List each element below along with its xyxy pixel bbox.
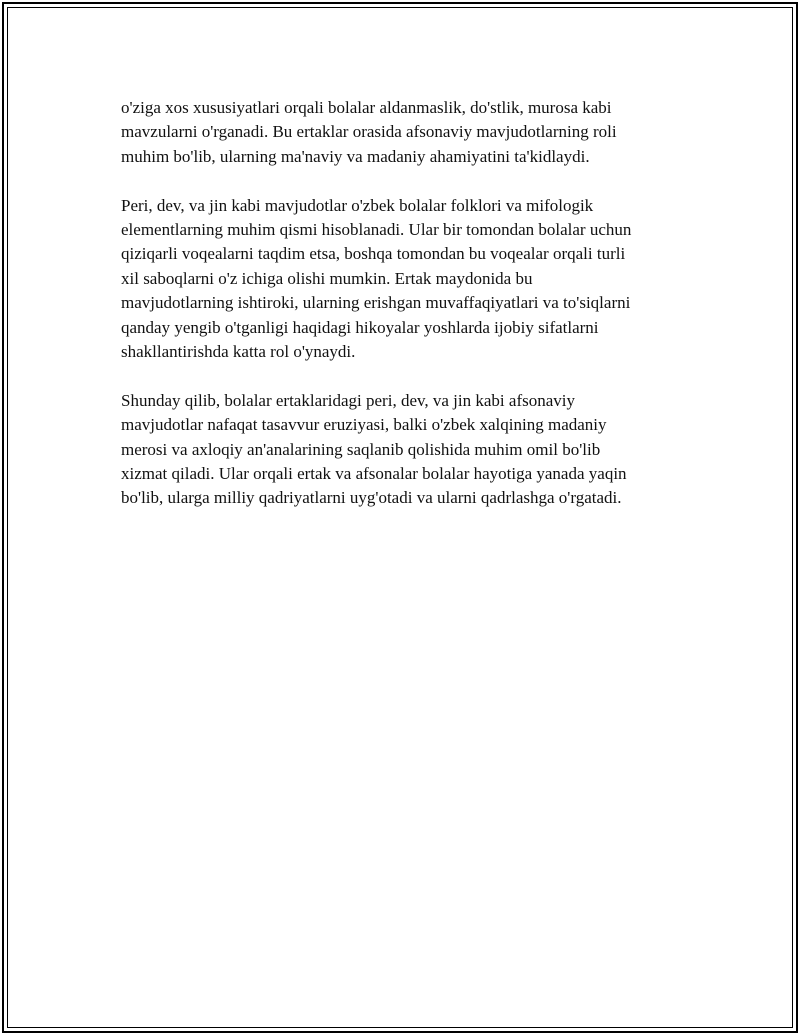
- paragraph-line: Shunday qilib, bolalar ertaklaridagi peri, dev, va jin kabi afsonaviy: [121, 390, 575, 410]
- paragraph-line: elementlarning muhim qismi hisoblanadi. Ular bir tomondan bolalar uchun: [121, 220, 632, 240]
- paragraph-line: shakllantirishda katta rol o'ynaydi.: [121, 342, 356, 362]
- paragraph-line: Peri, dev, va jin kabi mavjudotlar o'zbek bolalar folklori va mifologik: [121, 195, 594, 215]
- paragraph-line: qanday yengib o'tganligi haqidagi hikoyalar yoshlarda ijobiy sifatlarni: [121, 317, 599, 337]
- document-page: [2, 2, 798, 1033]
- paragraph-3: [121, 389, 701, 511]
- document-body: [121, 96, 701, 535]
- paragraph-line: mavzularni o'rganadi. Bu ertaklar orasida afsonaviy mavjudotlarning roli: [121, 122, 617, 142]
- paragraph-line: muhim bo'lib, ularning ma'naviy va madaniy ahamiyatini ta'kidlaydi.: [121, 146, 590, 166]
- paragraph-line: xil saboqlarni o'z ichiga olishi mumkin. Ertak maydonida bu: [121, 268, 533, 288]
- paragraph-2: [121, 194, 701, 365]
- paragraph-1: [121, 96, 701, 169]
- paragraph-line: bo'lib, ularga milliy qadriyatlarni uyg'otadi va ularni qadrlashga o'rgatadi.: [121, 488, 622, 508]
- paragraph-line: qiziqarli voqealarni taqdim etsa, boshqa tomondan bu voqealar orqali turli: [121, 244, 626, 264]
- paragraph-line: xizmat qiladi. Ular orqali ertak va afsonalar bolalar hayotiga yanada yaqin: [121, 464, 627, 484]
- paragraph-line: o'ziga xos xususiyatlari orqali bolalar aldanmaslik, do'stlik, murosa kabi: [121, 98, 612, 117]
- paragraph-line: mavjudotlar nafaqat tasavvur eruziyasi, balki o'zbek xalqining madaniy: [121, 415, 607, 435]
- paragraph-line: merosi va axloqiy an'analarining saqlanib qolishida muhim omil bo'lib: [121, 439, 601, 459]
- paragraph-line: mavjudotlarning ishtiroki, ularning erishgan muvaffaqiyatlari va to'siqlarni: [121, 293, 631, 313]
